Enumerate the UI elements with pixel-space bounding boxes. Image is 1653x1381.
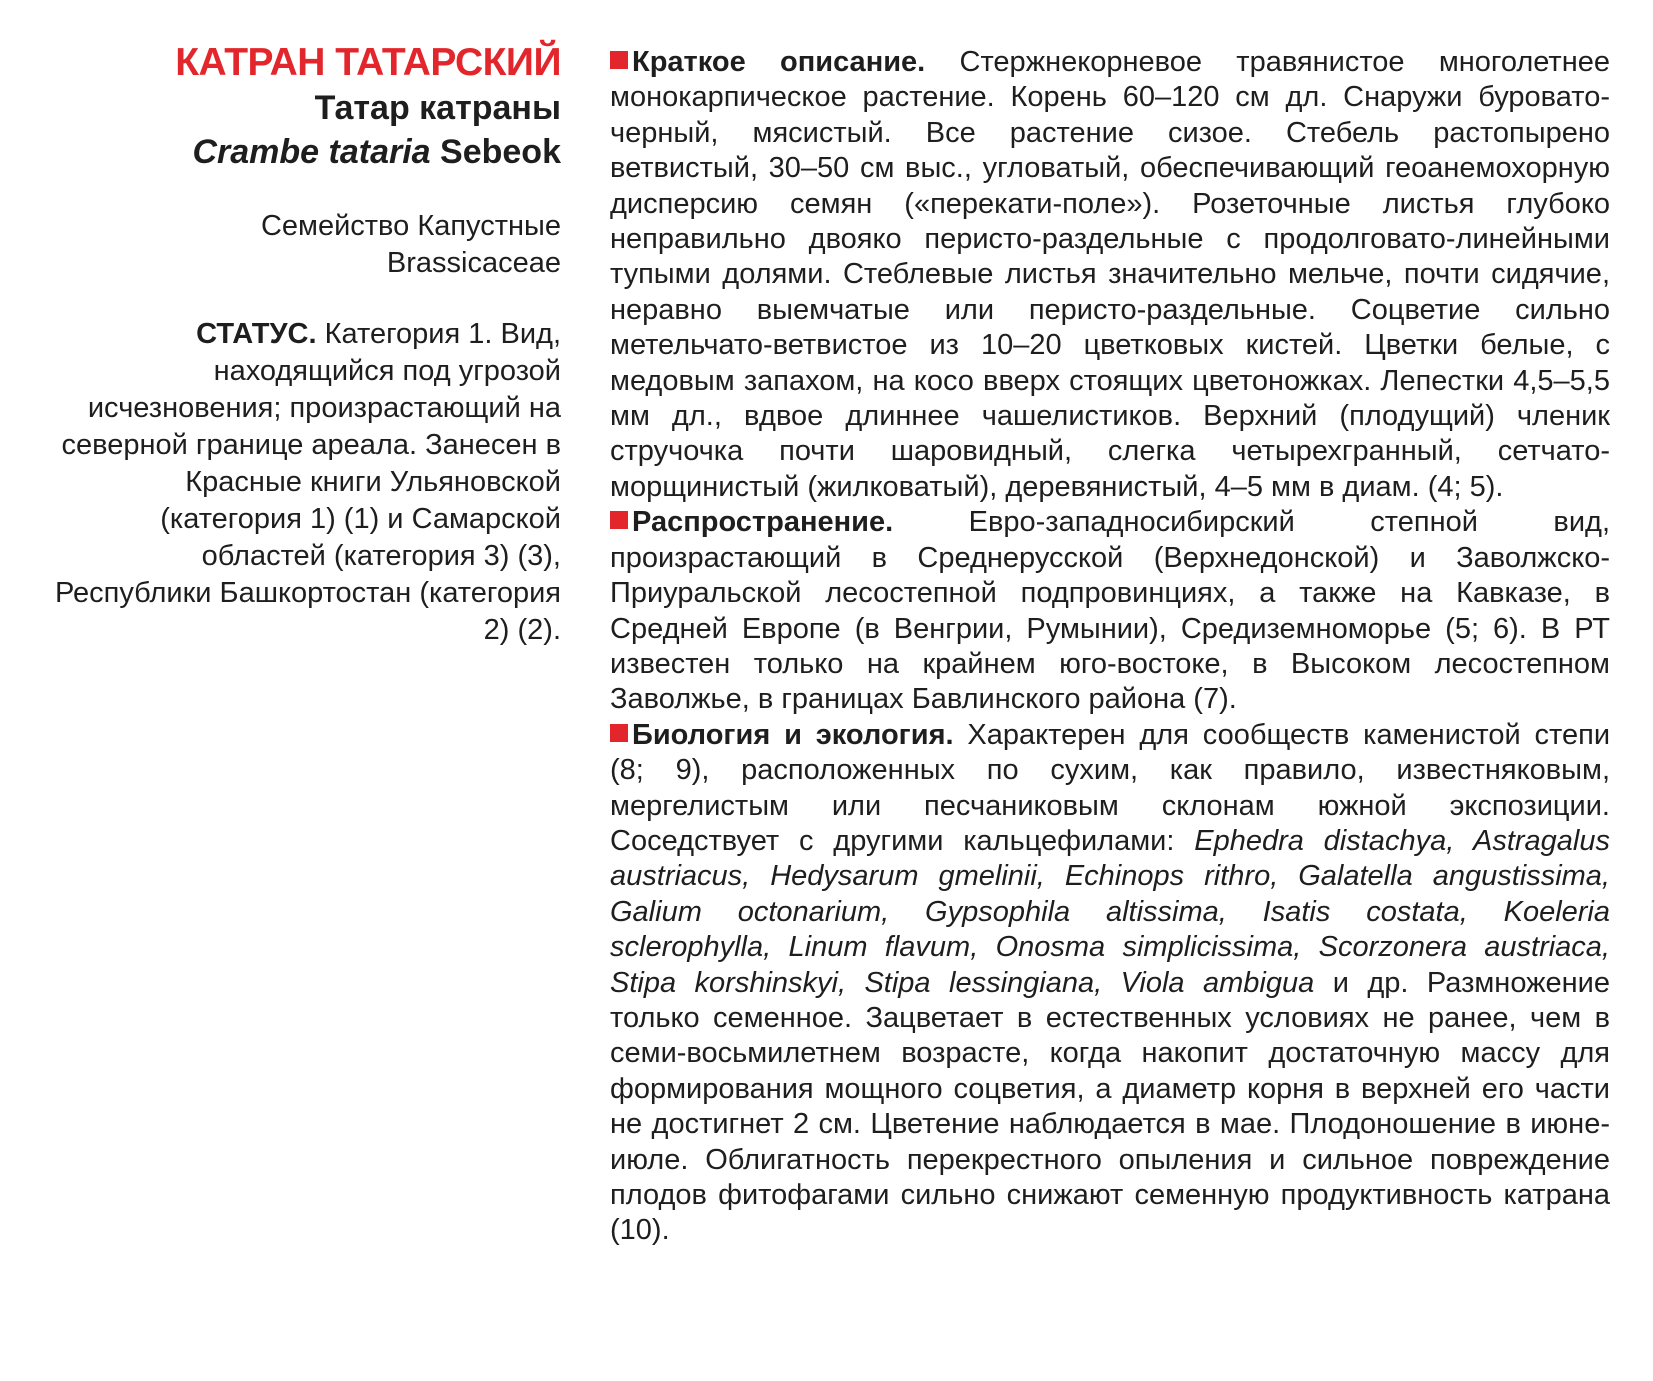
distribution-section bbox=[610, 505, 1610, 717]
family-block bbox=[40, 208, 561, 282]
biology-text-before: Характерен для сообществ каменистой степи (8; 9), расположенных по сухим, как правило, известняковым, мергелистым или песчаниковым склонам южной экспозиции. Соседствует с другими кальцефилами: bbox=[610, 718, 1611, 857]
biology-section bbox=[610, 718, 1610, 1249]
distribution-heading: Распространение. bbox=[632, 506, 894, 539]
status-block bbox=[40, 316, 561, 649]
latin-binomial: Crambe tataria bbox=[192, 133, 431, 171]
left-column bbox=[40, 40, 561, 649]
red-square-bullet-icon bbox=[610, 724, 628, 742]
red-square-bullet-icon bbox=[610, 511, 628, 529]
description-heading: Краткое описание. bbox=[632, 46, 926, 78]
species-title-russian: КАТРАН ТАТАРСКИЙ bbox=[175, 41, 561, 84]
biology-heading: Биология и экология. bbox=[632, 718, 954, 751]
status-text: Категория 1. Вид, находящийся под угрозой исчезновения; произрастающий на северной границе ареала. Занесен в Красные книги Ульяновской (категория 1) (1) и Самарской областей (категория 3) (3), Республики Башкортостан (категория 2) (2). bbox=[54, 318, 561, 646]
family-latin: Brassicaceae bbox=[386, 247, 561, 279]
description-section bbox=[610, 45, 1610, 505]
distribution-text: Евро-западносибирский степной вид, произрастающий в Среднерусской (Верхнедонской) и Заволжско-Приуральской лесостепной подпровинциях, а также на Кавказе, в Средней Европе (в Венгрии, Румынии), Средиземноморье (5; 6). В РТ известен только на крайнем юго-востоке, в Высоком лесостепном Заволжье, в границах Бавлинского района (7). bbox=[610, 506, 1610, 716]
latin-author: Sebeok bbox=[440, 133, 561, 171]
species-title-latin bbox=[40, 130, 561, 174]
biology-text-after: и др. Размножение только семенное. Зацветает в естественных условиях не ранее, чем в семи-восьмилетнем возрасте, когда накопит достаточную массу для формирования мощного соцветия, а диаметр корня в верхней его части не достигнет 2 см. Цветение наблюдается в мае. Плодоношение в июне-июле. Облигатность перекрестного опыления и сильное повреждение плодов фитофагами сильно снижают семенную продуктивность катрана (10). bbox=[610, 966, 1610, 1247]
status-label: СТАТУС. bbox=[196, 318, 317, 350]
biology-species-list: Ephedra distachya, Astragalus austriacus, Hedysarum gmelinii, Echinops rithro, Galatella angustissima, Galium octonarium, Gypsophila altissima, Isatis costata, Koeleria sclerophylla, Linum flavum, Onosma simplicissima, Scorzonera austriaca, Stipa korshinskyi, Stipa lessingiana, Viola ambigua bbox=[610, 824, 1610, 999]
species-title-tatar: Татар катраны bbox=[314, 89, 561, 127]
red-square-bullet-icon bbox=[610, 51, 628, 69]
family-russian: Семейство Капустные bbox=[260, 210, 561, 242]
right-column bbox=[610, 45, 1610, 1249]
description-text: Стержнекорневое травянистое многолетнее монокарпическое растение. Корень 60–120 см дл. Снаружи буровато-черный, мясистый. Все растение сизое. Стебель растопырено ветвистый, 30–50 см выс., угловатый, обеспечивающий геоанемохорную дисперсию семян («перекати-поле»). Розеточные листья глубоко неправильно двояко перисто-раздельные с продолговато-линейными тупыми долями. Стеблевые листья значительно мельче, почти сидячие, неравно выемчатые или перисто-раздельные. Соцветие сильно метельчато-ветвистое из 10–20 цветковых кистей. Цветки белые, с медовым запахом, на косо вверх стоящих цветоножках. Лепестки 4,5–5,5 мм дл., вдвое длиннее чашелистиков. Верхний (плодущий) членик стручочка почти шаровидный, слегка четырехгранный, сетчато-морщинистый (жилковатый), деревянистый, 4–5 мм в диам. (4; 5). bbox=[610, 46, 1610, 503]
